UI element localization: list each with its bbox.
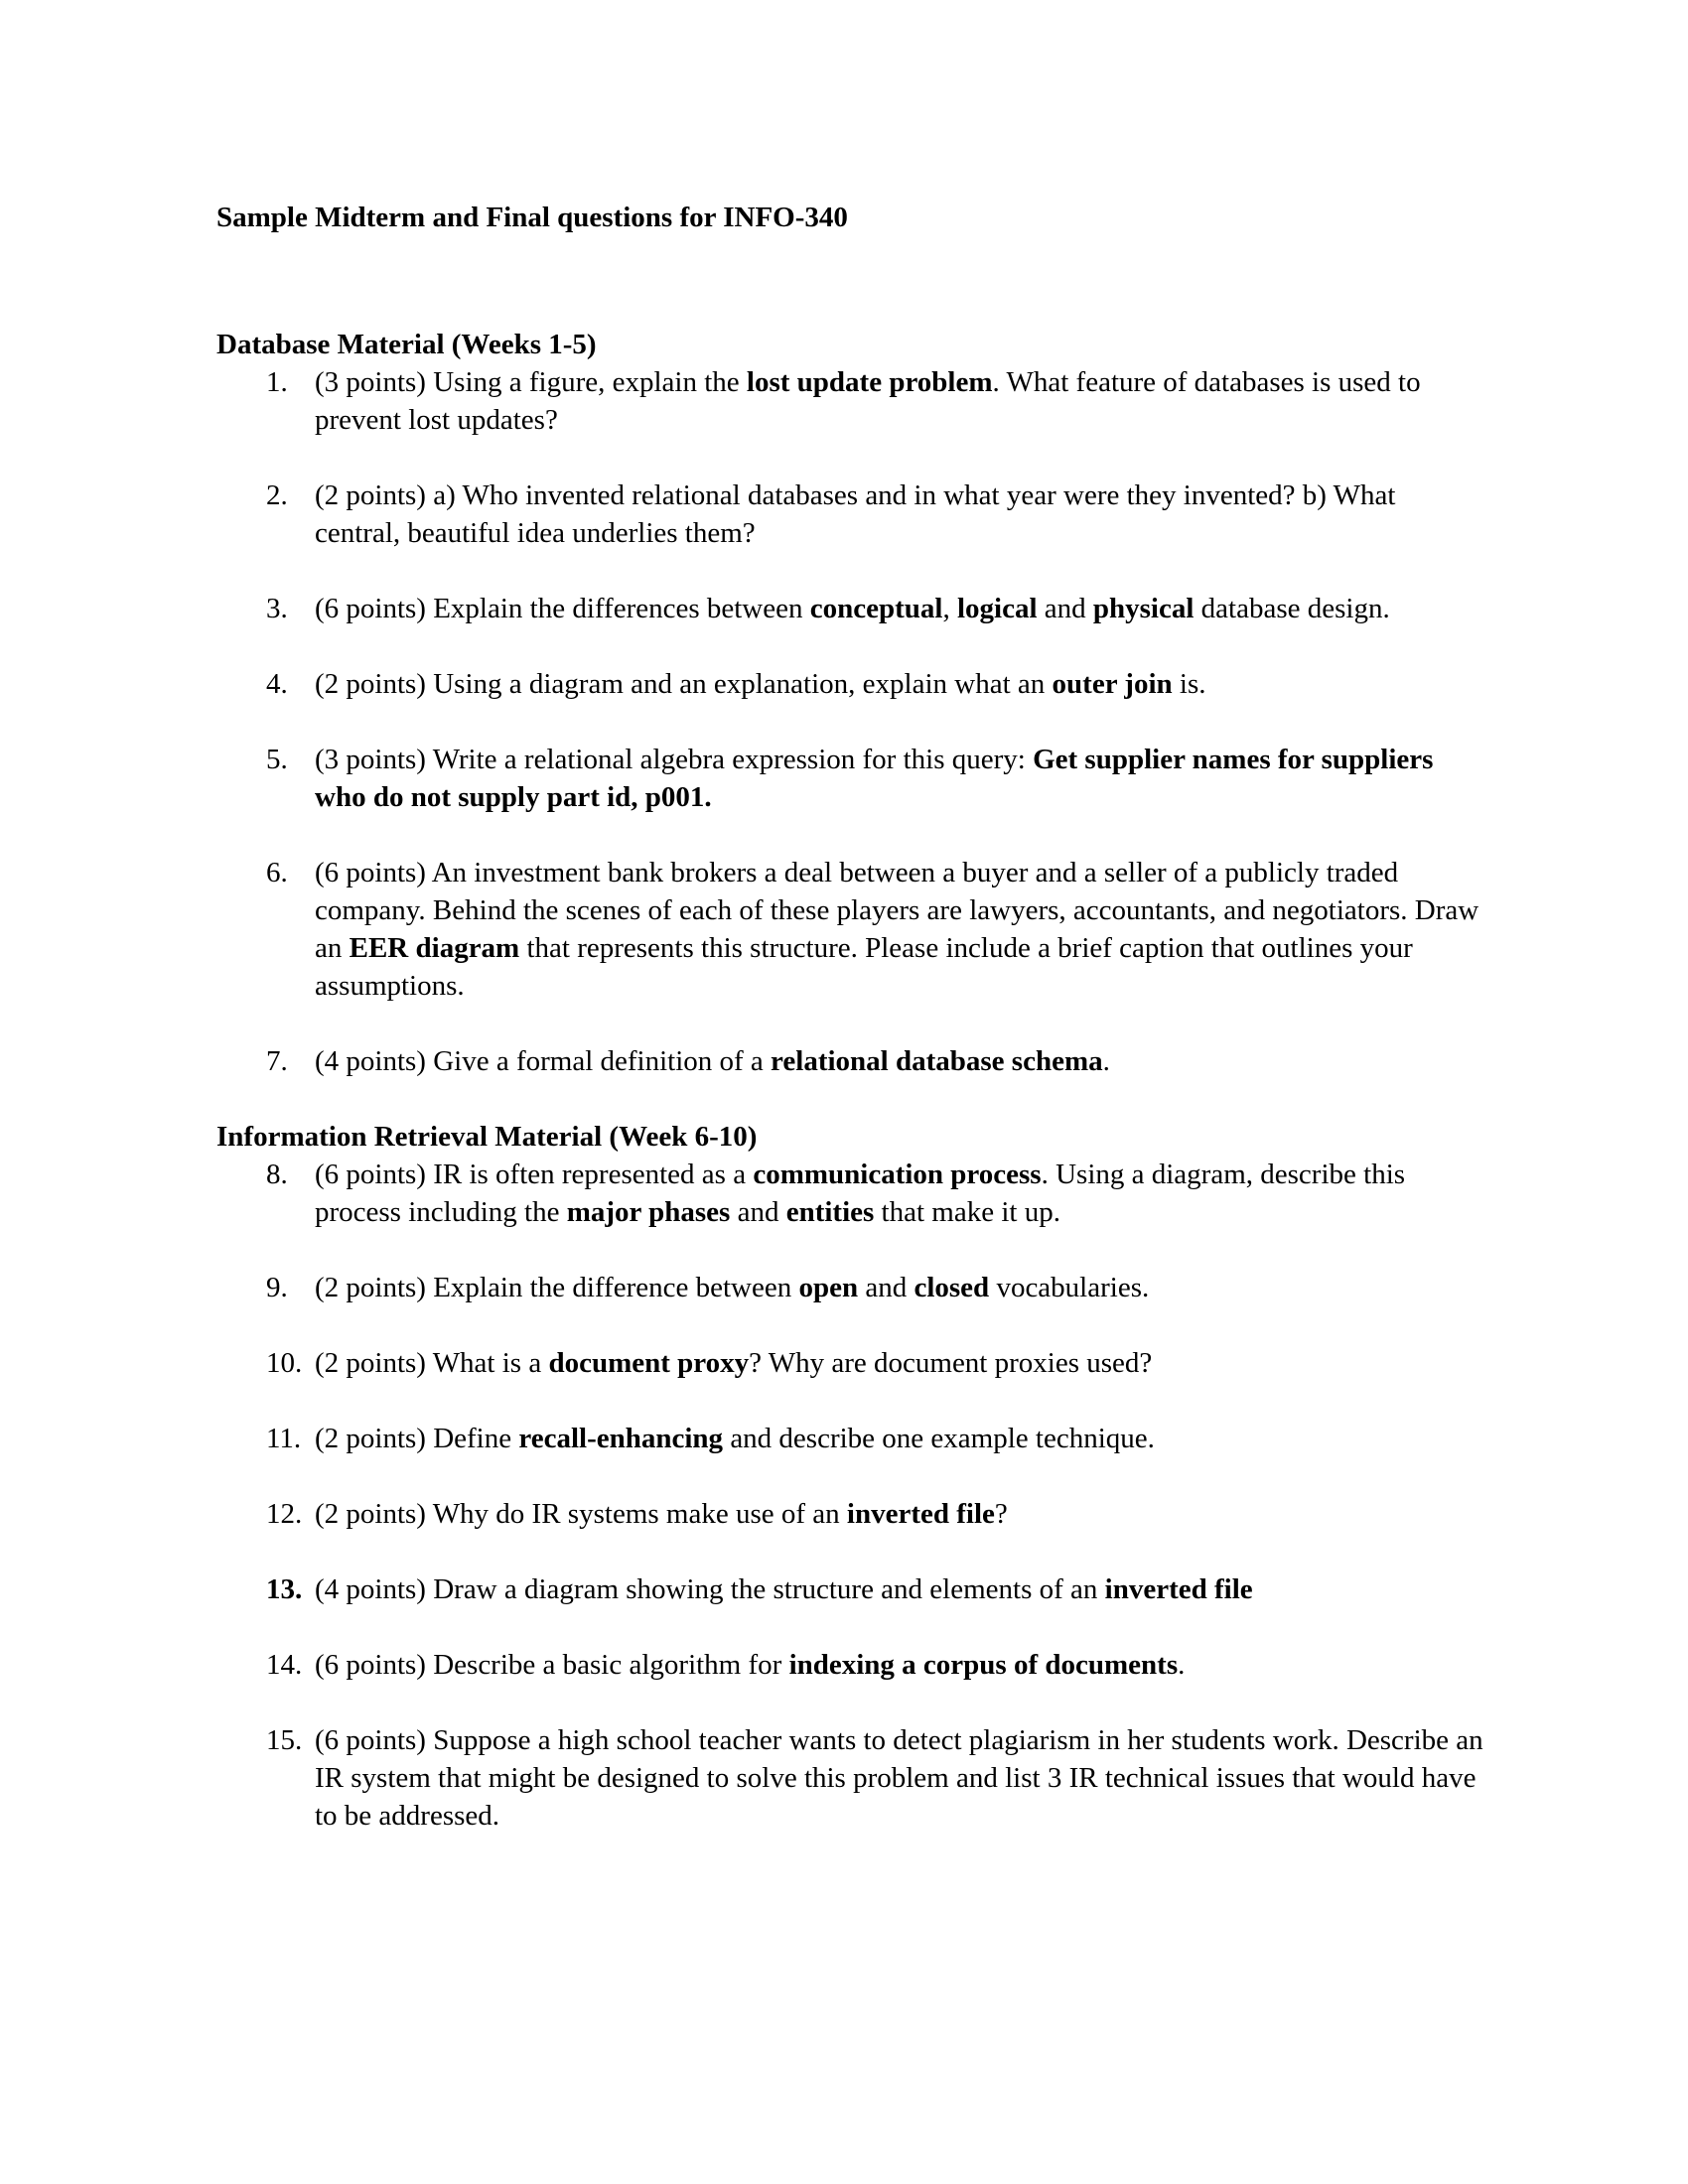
question-text-segment: (2 points) Using a diagram and an explanation, explain what an [315,668,1053,700]
question-item [266,1570,1489,1608]
question-text-segment: (3 points) Using a figure, explain the [315,366,747,398]
question-text-segment: and [1037,593,1093,624]
question-text-bold-segment: closed [914,1272,990,1303]
question-text-segment: database design. [1194,593,1390,624]
question-number: 7. [266,1045,288,1077]
question-text [315,665,1486,703]
question-text-bold-segment: major phases [566,1196,731,1228]
question-number: 15. [266,1724,303,1756]
question-text [315,590,1486,627]
question-text-segment: . What feature of databases is used to prevent lost updates? [315,366,1421,436]
question-item [266,1721,1489,1835]
question-item [266,1646,1489,1684]
question-text [315,363,1486,439]
question-item [266,1420,1489,1457]
question-text [315,1721,1486,1835]
question-number: 3. [266,593,288,624]
question-number: 9. [266,1272,288,1303]
question-text-bold-segment: logical [956,593,1038,624]
question-number: 2. [266,479,288,511]
question-text-segment: (4 points) Draw a diagram showing the structure and elements of an [315,1573,1105,1605]
question-text-bold-segment: relational database schema [771,1045,1103,1077]
question-text-segment: and describe one example technique. [723,1423,1155,1454]
question-text [315,1344,1486,1382]
question-text-bold-segment: document proxy [548,1347,750,1379]
question-text-bold-segment: physical [1092,593,1195,624]
question-text-segment: (6 points) Suppose a high school teacher wants to detect plagiarism in her students work. Describe an IR system that might be designed to solve this problem and list 3 IR technical issues that would have to be addressed. [315,1724,1483,1832]
question-item [266,665,1489,703]
question-text-segment: ? [994,1498,1008,1530]
question-text-segment: (2 points) Explain the difference between [315,1272,799,1303]
question-text-bold-segment: inverted file [1104,1573,1253,1605]
question-text-bold-segment: inverted file [846,1498,995,1530]
question-text-bold-segment: Get supplier names for suppliers who do not supply part id, p001. [315,744,1434,813]
question-text-segment: (6 points) An investment bank brokers a deal between a buyer and a seller of a publicly traded company. Behind the scenes of each of these players are lawyers, accountants, and negotiators. Draw an [315,857,1479,964]
question-item [266,1156,1489,1231]
question-number: 13. [266,1573,303,1605]
question-text-segment: is. [1172,668,1206,700]
question-text-bold-segment: lost update problem [746,366,993,398]
question-number: 6. [266,857,288,888]
question-item [266,590,1489,627]
question-text [315,1156,1486,1231]
question-text-segment: (6 points) Explain the differences between [315,593,810,624]
question-item [266,363,1489,439]
question-text-segment: (6 points) IR is often represented as a [315,1159,754,1190]
question-text-segment: that represents this structure. Please include a brief caption that outlines your assumptions. [315,932,1413,1002]
question-item [266,477,1489,552]
question-text-bold-segment: outer join [1052,668,1173,700]
question-text-segment: and [858,1272,914,1303]
question-item [266,1269,1489,1306]
question-number: 12. [266,1498,303,1530]
question-number: 5. [266,744,288,775]
question-text-segment: ? Why are document proxies used? [749,1347,1153,1379]
question-item [266,1495,1489,1533]
question-text [315,1495,1486,1533]
question-item [266,741,1489,816]
question-text-segment: and [730,1196,786,1228]
question-text-segment: (2 points) a) Who invented relational databases and in what year were they invented? b) What central, beautiful idea underlies them? [315,479,1396,549]
question-number: 11. [266,1423,302,1454]
question-text-bold-segment: entities [785,1196,875,1228]
question-text [315,741,1486,816]
question-number: 1. [266,366,288,398]
question-text-segment: (6 points) Describe a basic algorithm for [315,1649,789,1681]
question-text-bold-segment: conceptual [809,593,943,624]
question-text [315,1570,1486,1608]
question-list [216,1156,1489,1835]
question-text-segment: that make it up. [874,1196,1060,1228]
question-text [315,1646,1486,1684]
question-text-bold-segment: indexing a corpus of documents [788,1649,1179,1681]
question-text-segment: (2 points) What is a [315,1347,549,1379]
question-text-bold-segment: EER diagram [349,932,520,964]
question-text [315,1420,1486,1457]
question-text-bold-segment: open [798,1272,859,1303]
document-title: Sample Midterm and Final questions for INFO-340 [216,202,848,233]
question-text-segment: vocabularies. [989,1272,1150,1303]
question-number: 10. [266,1347,303,1379]
question-text [315,477,1486,552]
section-heading: Information Retrieval Material (Week 6-10) [216,1121,758,1153]
sections [216,326,1489,1835]
question-text-bold-segment: recall-enhancing [518,1423,724,1454]
question-list [216,363,1489,1080]
question-text [315,1042,1486,1080]
question-number: 4. [266,668,288,700]
document-section [216,326,1489,1080]
question-text-segment: . [1102,1045,1110,1077]
question-text-segment: (4 points) Give a formal definition of a [315,1045,772,1077]
question-item [266,1042,1489,1080]
document-section [216,1118,1489,1835]
question-text-segment: . Using a diagram, describe this process including the [315,1159,1406,1228]
question-text-segment: (2 points) Why do IR systems make use of an [315,1498,847,1530]
question-text-segment: (3 points) Write a relational algebra expression for this query: [315,744,1034,775]
question-text [315,1269,1486,1306]
section-heading: Database Material (Weeks 1-5) [216,329,597,360]
question-item [266,854,1489,1005]
question-number: 8. [266,1159,288,1190]
question-text [315,854,1486,1005]
question-item [266,1344,1489,1382]
question-text-segment: . [1178,1649,1186,1681]
question-text-segment: , [942,593,957,624]
question-text-bold-segment: communication process [753,1159,1042,1190]
question-number: 14. [266,1649,303,1681]
question-text-segment: (2 points) Define [315,1423,519,1454]
